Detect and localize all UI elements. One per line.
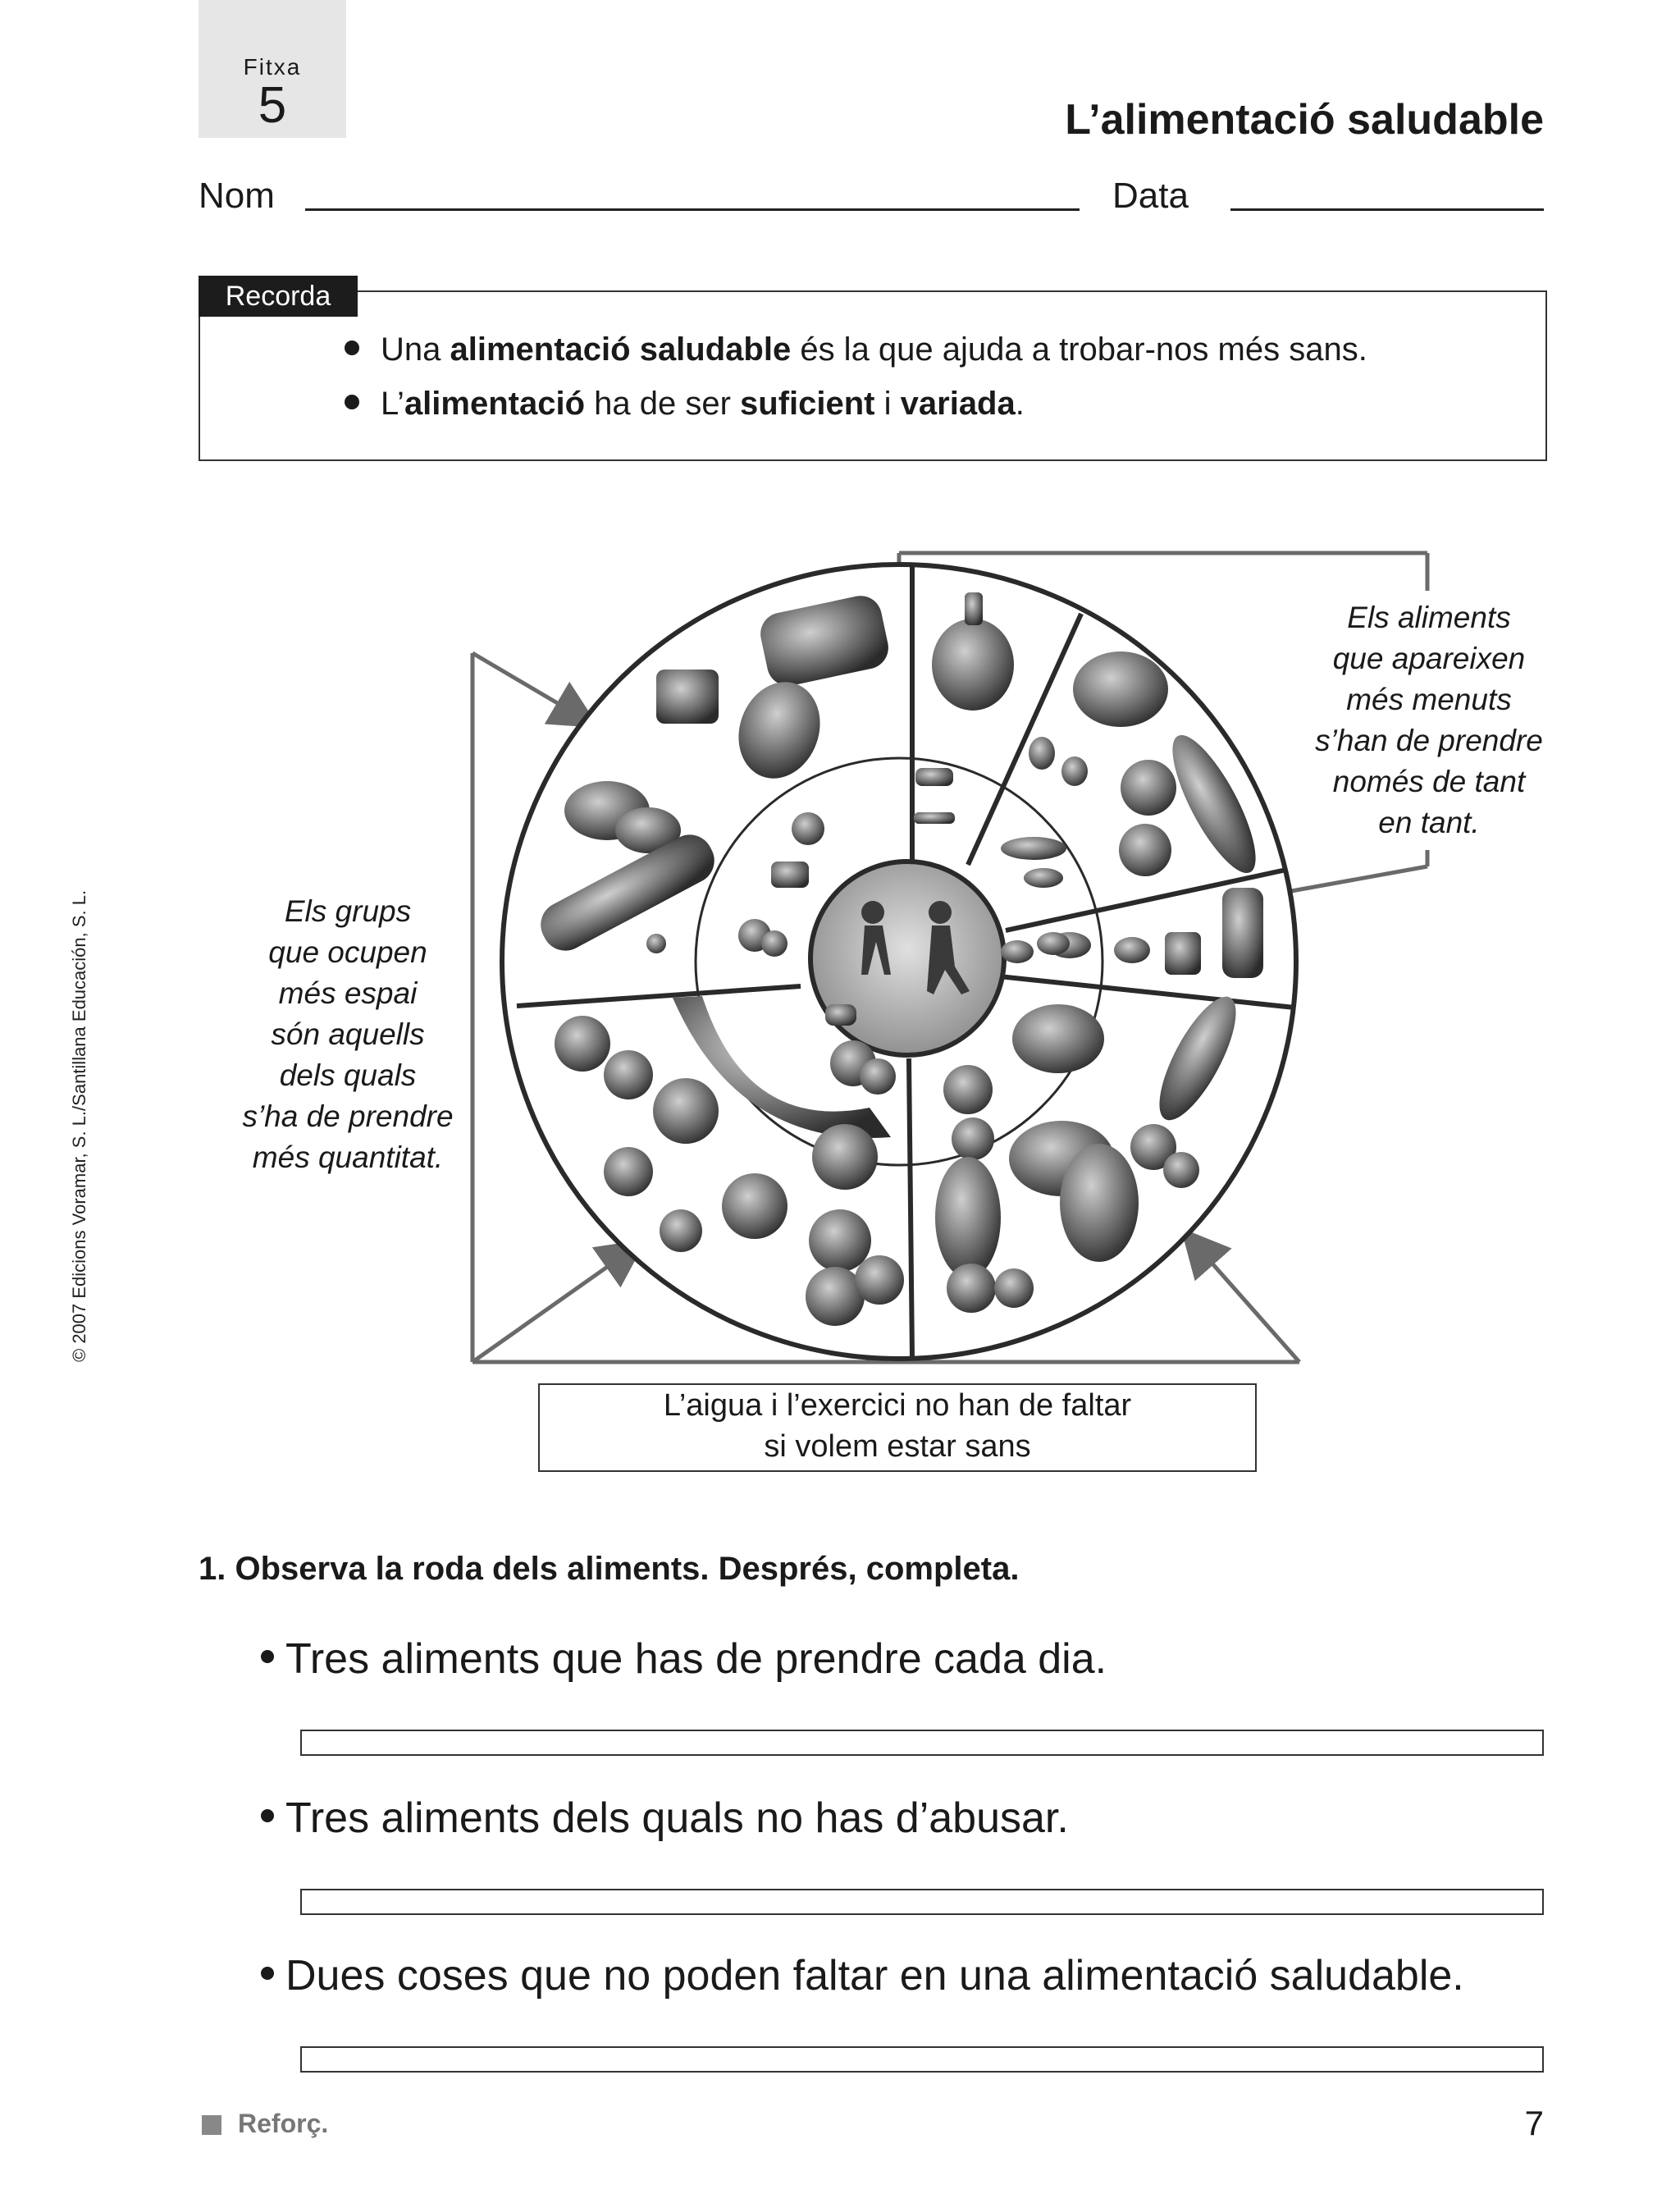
exercise-item-3: Dues coses que no poden faltar en una alimentació saludable. (261, 1951, 1464, 2000)
answer-field-2[interactable] (300, 1889, 1544, 1915)
recorda-tag: Recorda (199, 276, 358, 317)
right-note: Els aliments que apareixen més menuts s’han de prendre només de tant en tant. (1315, 601, 1543, 839)
answer-field-3[interactable] (300, 2046, 1544, 2073)
page-number: 7 (1524, 2104, 1544, 2142)
food-wheel (502, 564, 1296, 1359)
recorda-bullet-1: Una alimentació saludable és la que ajuda a trobar-nos més sans. (345, 331, 1367, 368)
bullet-icon (261, 1650, 274, 1663)
exercise-item-2: Tres aliments dels quals no has d’abusar. (261, 1794, 1069, 1843)
bullet-icon (261, 1809, 274, 1822)
name-label: Nom (199, 176, 275, 216)
page-title: L’alimentació saludable (1065, 96, 1544, 144)
fitxa-number: 5 (258, 77, 287, 134)
date-label: Data (1112, 176, 1189, 216)
exercise-title: 1. Observa la roda dels aliments. Després, completa. (199, 1551, 1020, 1587)
footer-square-icon (202, 2115, 221, 2135)
fitxa-label: Fitxa (243, 54, 302, 80)
bullet-icon (261, 1967, 274, 1980)
answer-field-1[interactable] (300, 1730, 1544, 1756)
recorda-bullet-2: L’alimentació ha de ser suficient i variada. (345, 386, 1025, 423)
copyright-notice: © 2007 Edicions Voramar, S. L./Santillana Educación, S. L. (69, 889, 89, 1362)
exercise-center-image (810, 862, 1004, 1055)
footer-label: Reforç. (238, 2109, 329, 2138)
exercise-item-1: Tres aliments que has de prendre cada dia. (261, 1634, 1107, 1684)
left-note: Els grups que ocupen més espai són aquells dels quals s’ha de prendre més quantitat. (242, 894, 454, 1174)
water-exercise-note: L’aigua i l’exercici no han de faltar si volem estar sans (538, 1383, 1257, 1472)
